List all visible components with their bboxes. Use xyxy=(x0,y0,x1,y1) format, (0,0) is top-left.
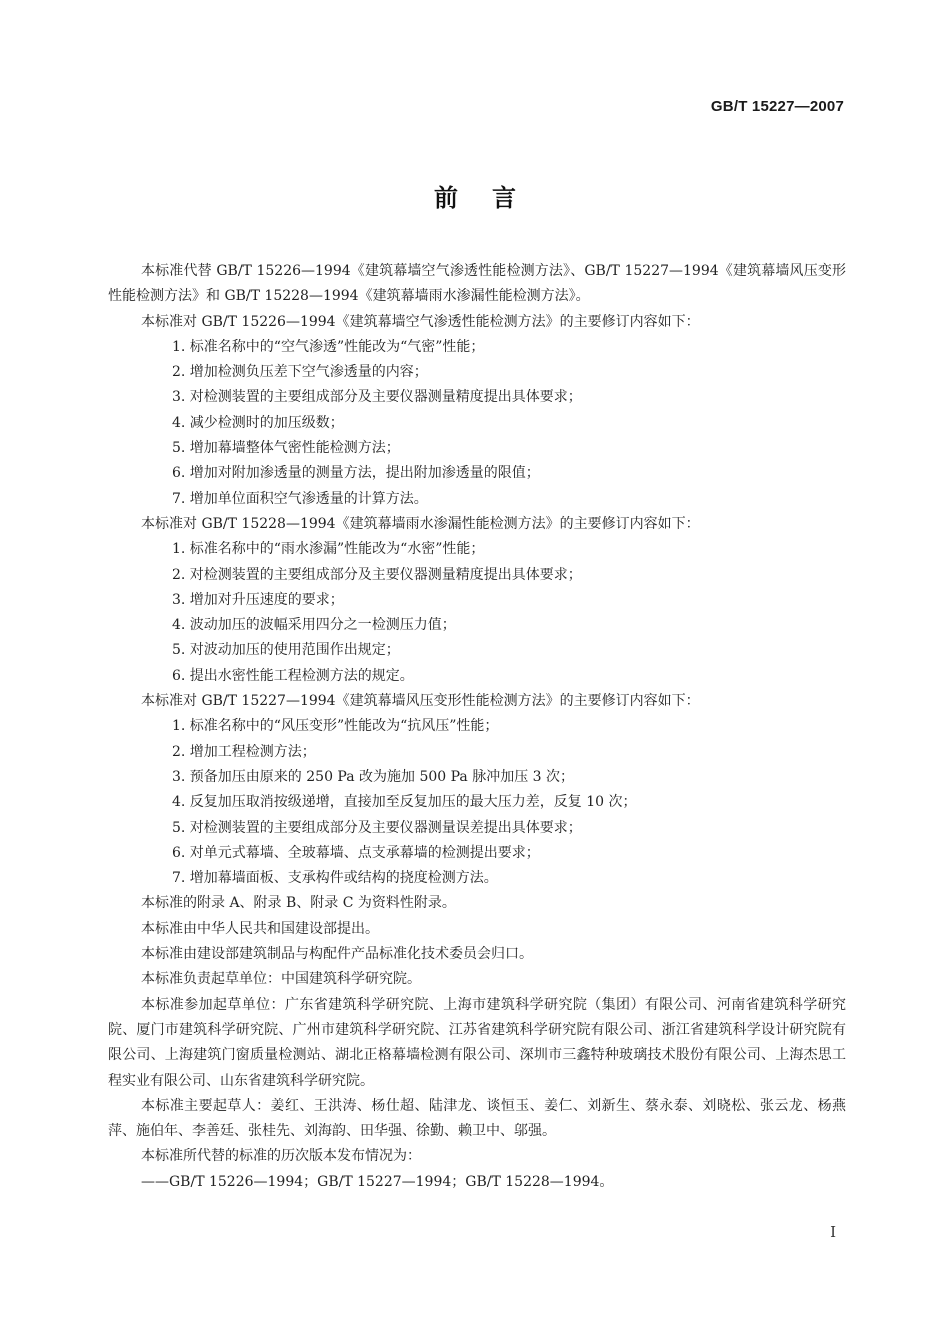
dash-item: ——GB/T 15226—1994；GB/T 15227—1994；GB/T 15228—1994。 xyxy=(141,1173,614,1190)
list-item: 2. 对检测装置的主要组成部分及主要仪器测量精度提出具体要求； xyxy=(172,566,582,583)
list-item: 7. 增加幕墙面板、支承构件或结构的挠度检测方法。 xyxy=(172,870,498,887)
list-item: 5. 增加幕墙整体气密性能检测方法； xyxy=(172,440,400,457)
paragraph: 本标准主要起草人：姜红、王洪涛、杨仕超、陆津龙、谈恒玉、姜仁、刘新生、蔡永泰、刘晓松、张云龙、杨燕萍、施伯年、李善廷、张桂先、刘海韵、田华强、徐勤、赖卫中、邬强。 xyxy=(108,1097,846,1140)
paragraph: 本标准的附录 A、附录 B、附录 C 为资料性附录。 xyxy=(141,895,456,912)
list-item: 3. 增加对升压速度的要求； xyxy=(172,591,344,608)
list-item: 4. 波动加压的波幅采用四分之一检测压力值； xyxy=(172,617,456,634)
paragraph: 本标准负责起草单位：中国建筑科学研究院。 xyxy=(141,971,421,988)
list-item: 3. 预备加压由原来的 250 Pa 改为施加 500 Pa 脉冲加压 3 次； xyxy=(172,768,575,785)
paragraph: 本标准由中华人民共和国建设部提出。 xyxy=(141,920,379,937)
list-item: 4. 减少检测时的加压级数； xyxy=(172,414,344,431)
document-body xyxy=(108,259,846,1195)
list-item: 1. 标准名称中的“空气渗透”性能改为“气密”性能； xyxy=(172,338,485,355)
paragraph: 本标准代替 GB/T 15226—1994《建筑幕墙空气渗透性能检测方法》、GB/T 15227—1994《建筑幕墙风压变形性能检测方法》和 GB/T 15228—1994《建筑幕墙雨水渗漏性能检测方法》。 xyxy=(108,263,846,305)
list-item: 2. 增加工程检测方法； xyxy=(172,743,316,760)
paragraph: 本标准由建设部建筑制品与构配件产品标准化技术委员会归口。 xyxy=(141,946,533,963)
list-item: 1. 标准名称中的“风压变形”性能改为“抗风压”性能； xyxy=(172,718,499,735)
paragraph: 本标准对 GB/T 15226—1994《建筑幕墙空气渗透性能检测方法》的主要修订内容如下： xyxy=(141,313,700,330)
paragraph: 本标准所代替的标准的历次版本发布情况为： xyxy=(141,1148,421,1165)
list-item: 5. 对检测装置的主要组成部分及主要仪器测量误差提出具体要求； xyxy=(172,819,582,836)
list-item: 6. 提出水密性能工程检测方法的规定。 xyxy=(172,667,414,684)
paragraph: 本标准对 GB/T 15228—1994《建筑幕墙雨水渗漏性能检测方法》的主要修订内容如下： xyxy=(141,515,700,532)
paragraph: 本标准参加起草单位：广东省建筑科学研究院、上海市建筑科学研究院（集团）有限公司、河南省建筑科学研究院、厦门市建筑科学研究院、广州市建筑科学研究院、江苏省建筑科学研究院有限公司、浙江省建筑科学设计研究院有限公司、上海建筑门窗质量检测站、湖北正格幕墙检测有限公司、深圳市三鑫特种玻璃技术股份有限公司、上海杰思工程实业有限公司、山东省建筑科学研究院。 xyxy=(108,996,846,1089)
list-item: 6. 对单元式幕墙、全玻幕墙、点支承幕墙的检测提出要求； xyxy=(172,844,540,861)
list-item: 2. 增加检测负压差下空气渗透量的内容； xyxy=(172,364,428,381)
standard-number: GB/T 15227—2007 xyxy=(710,98,844,115)
list-item: 6. 增加对附加渗透量的测量方法，提出附加渗透量的限值； xyxy=(172,465,540,482)
paragraph: 本标准对 GB/T 15227—1994《建筑幕墙风压变形性能检测方法》的主要修订内容如下： xyxy=(141,693,700,710)
list-item: 7. 增加单位面积空气渗透量的计算方法。 xyxy=(172,490,428,507)
page-title: 前言 xyxy=(434,184,550,212)
page-number: I xyxy=(830,1223,836,1241)
list-item: 4. 反复加压取消按级递增，直接加至反复加压的最大压力差，反复 10 次； xyxy=(172,794,637,811)
list-item: 3. 对检测装置的主要组成部分及主要仪器测量精度提出具体要求； xyxy=(172,389,582,406)
list-item: 1. 标准名称中的“雨水渗漏”性能改为“水密”性能； xyxy=(172,541,485,558)
list-item: 5. 对波动加压的使用范围作出规定； xyxy=(172,642,400,659)
